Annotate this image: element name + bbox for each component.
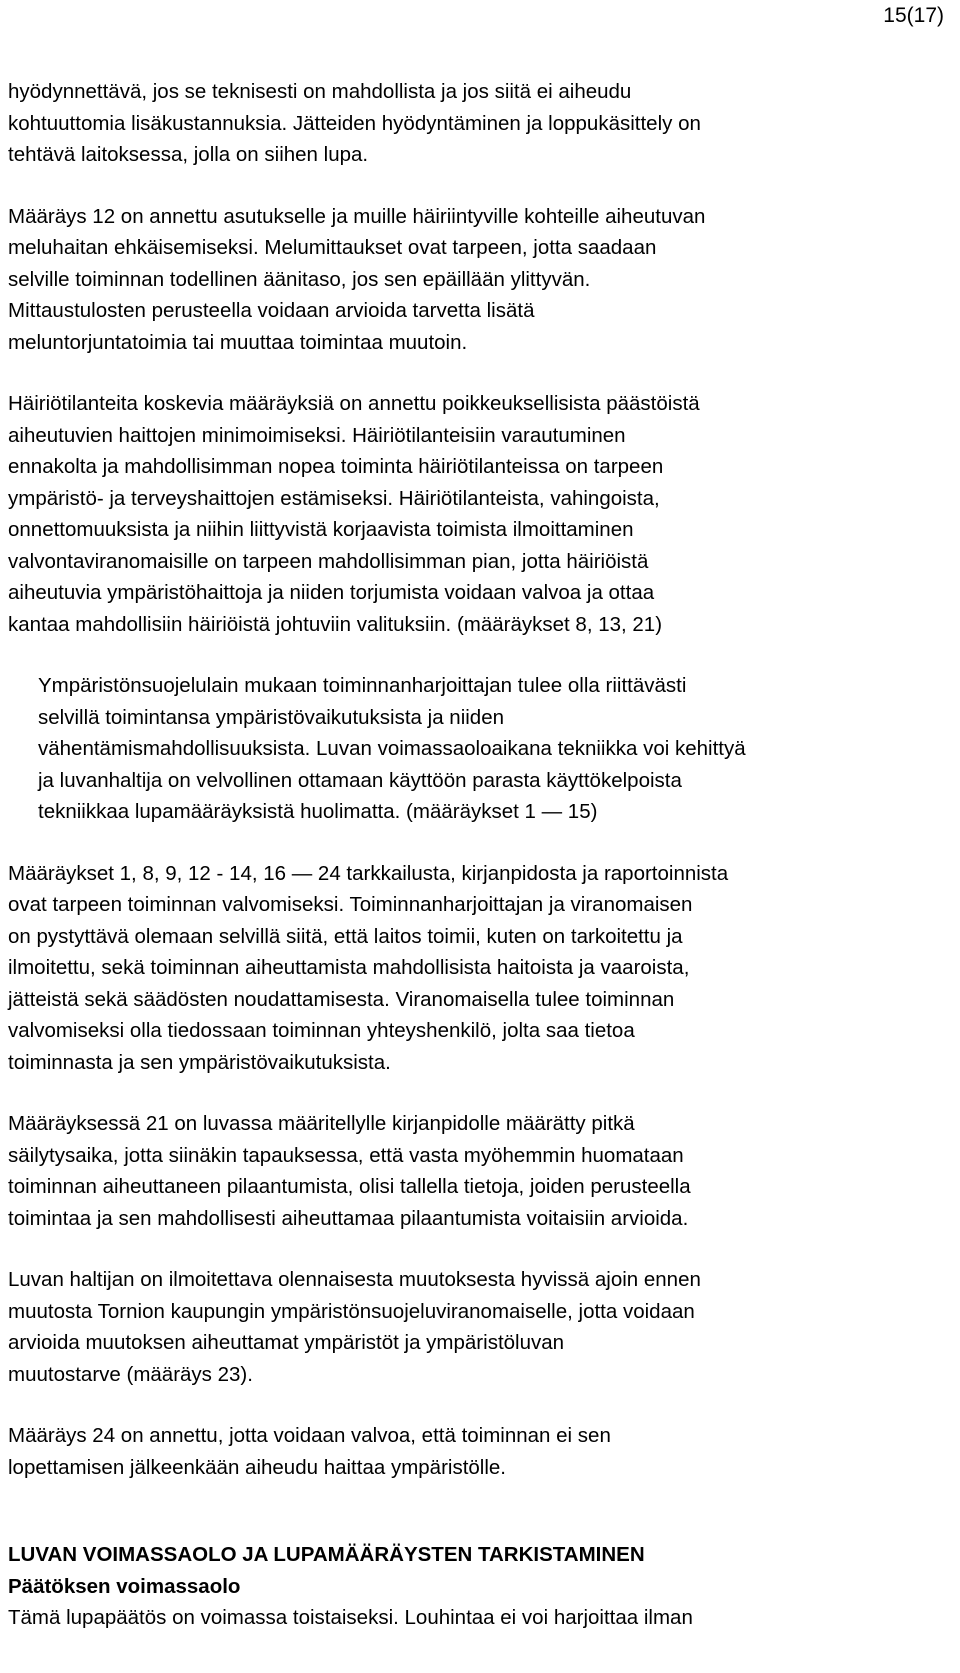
paragraph-changes: Luvan haltijan on ilmoitettava olennaisesta muutoksesta hyvissä ajoin ennen muutosta Tornion kaupungin ympäristönsuojeluviranomaiselle, jotta voidaan arvioida muutoksen aiheuttamat ympäristöt ja ympäristöluvan muutostarve (määräys 23). xyxy=(8,1268,701,1386)
paragraph-monitoring: Määräykset 1, 8, 9, 12 - 14, 16 — 24 tarkkailusta, kirjanpidosta ja raportoinnista ovat tarpeen toiminnan valvomiseksi. Toiminnanharjoittajan ja viranomaisen on pystyttävä olemaan selvillä siitä, että laitos toimii, kuten on tarkoitettu ja ilmoitettu, sekä toiminnan aiheuttamista mahdollisista haitoista ja vaaroista, jätteistä sekä säädösten noudattamisesta. Viranomaisella tulee toiminnan valvomiseksi olla tiedossaan toiminnan yhteyshenkilö, jolta saa tietoa toiminnasta ja sen ympäristövaikutuksista. xyxy=(8,861,729,1074)
paragraph-environmental-law: Ympäristönsuojelulain mukaan toiminnanharjoittajan tulee olla riittävästi selvillä toimintansa ympäristövaikutuksista ja niiden vähentämismahdollisuuksista. Luvan voimassaoloaikana tekniikka voi kehittyä ja luvanhaltija on velvollinen ottamaan käyttöön parasta käyttökelpoista tekniikkaa lupamääräyksistä huolimatta. (määräykset 1 — 15) xyxy=(38,674,746,823)
paragraph-termination: Määräys 24 on annettu, jotta voidaan valvoa, että toiminnan ei sen lopettamisen jälkeenkään aiheudu haittaa ympäristölle. xyxy=(8,1424,611,1479)
paragraph-record-keeping: Määräyksessä 21 on luvassa määritellylle kirjanpidolle määrätty pitkä säilytysaika, jotta siinäkin tapauksessa, että vasta myöhemmin huomataan toiminnan aiheuttaneen pilaantumista, olisi tallella tietoja, joiden perusteella toimintaa ja sen mahdollisesti aiheuttamaa pilaantumista voitaisiin arvioida. xyxy=(8,1112,691,1230)
paragraph-incidents: Häiriötilanteita koskevia määräyksiä on annettu poikkeuksellisista päästöistä aiheutuvien haittojen minimoimiseksi. Häiriötilanteisiin varautuminen ennakolta ja mahdollisimman nopea toiminta häiriötilanteissa on tarpeen ympäristö- ja terveyshaittojen estämiseksi. Häiriötilanteista, vahingoista, onnettomuuksista ja niihin liittyvistä korjaavista toimista ilmoittaminen valvontaviranomaisille on tarpeen mahdollisimman pian, jotta häiriöistä aiheutuvia ympäristöhaittoja ja niiden torjumista voidaan valvoa ja ottaa kantaa mahdollisiin häiriöistä johtuviin valituksiin. (määräykset 8, 13, 21) xyxy=(8,392,700,636)
paragraph-noise: Määräys 12 on annettu asutukselle ja muille häiriintyville kohteille aiheutuvan meluhaitan ehkäisemiseksi. Melumittaukset ovat tarpeen, jotta saadaan selville toiminnan todellinen äänitaso, jos sen epäillään ylittyvän. Mittaustulosten perusteella voidaan arvioida tarvetta lisätä meluntorjuntatoimia tai muuttaa toimintaa muutoin. xyxy=(8,204,706,354)
section-subheading: Päätöksen voimassaolo xyxy=(8,1574,241,1598)
paragraph-waste: hyödynnettävä, jos se teknisesti on mahdollista ja jos siitä ei aiheudu kohtuuttomia lisäkustannuksia. Jätteiden hyödyntäminen ja loppukäsittely on tehtävä laitoksessa, jolla on siihen lupa. xyxy=(8,80,701,166)
section-heading: LUVAN VOIMASSAOLO JA LUPAMÄÄRÄYSTEN TARKISTAMINEN xyxy=(8,1543,645,1566)
section-text: Tämä lupapäätös on voimassa toistaiseksi. Louhintaa ei voi harjoittaa ilman xyxy=(8,1606,693,1629)
document-body xyxy=(8,76,953,1634)
page-number: 15(17) xyxy=(883,4,944,27)
